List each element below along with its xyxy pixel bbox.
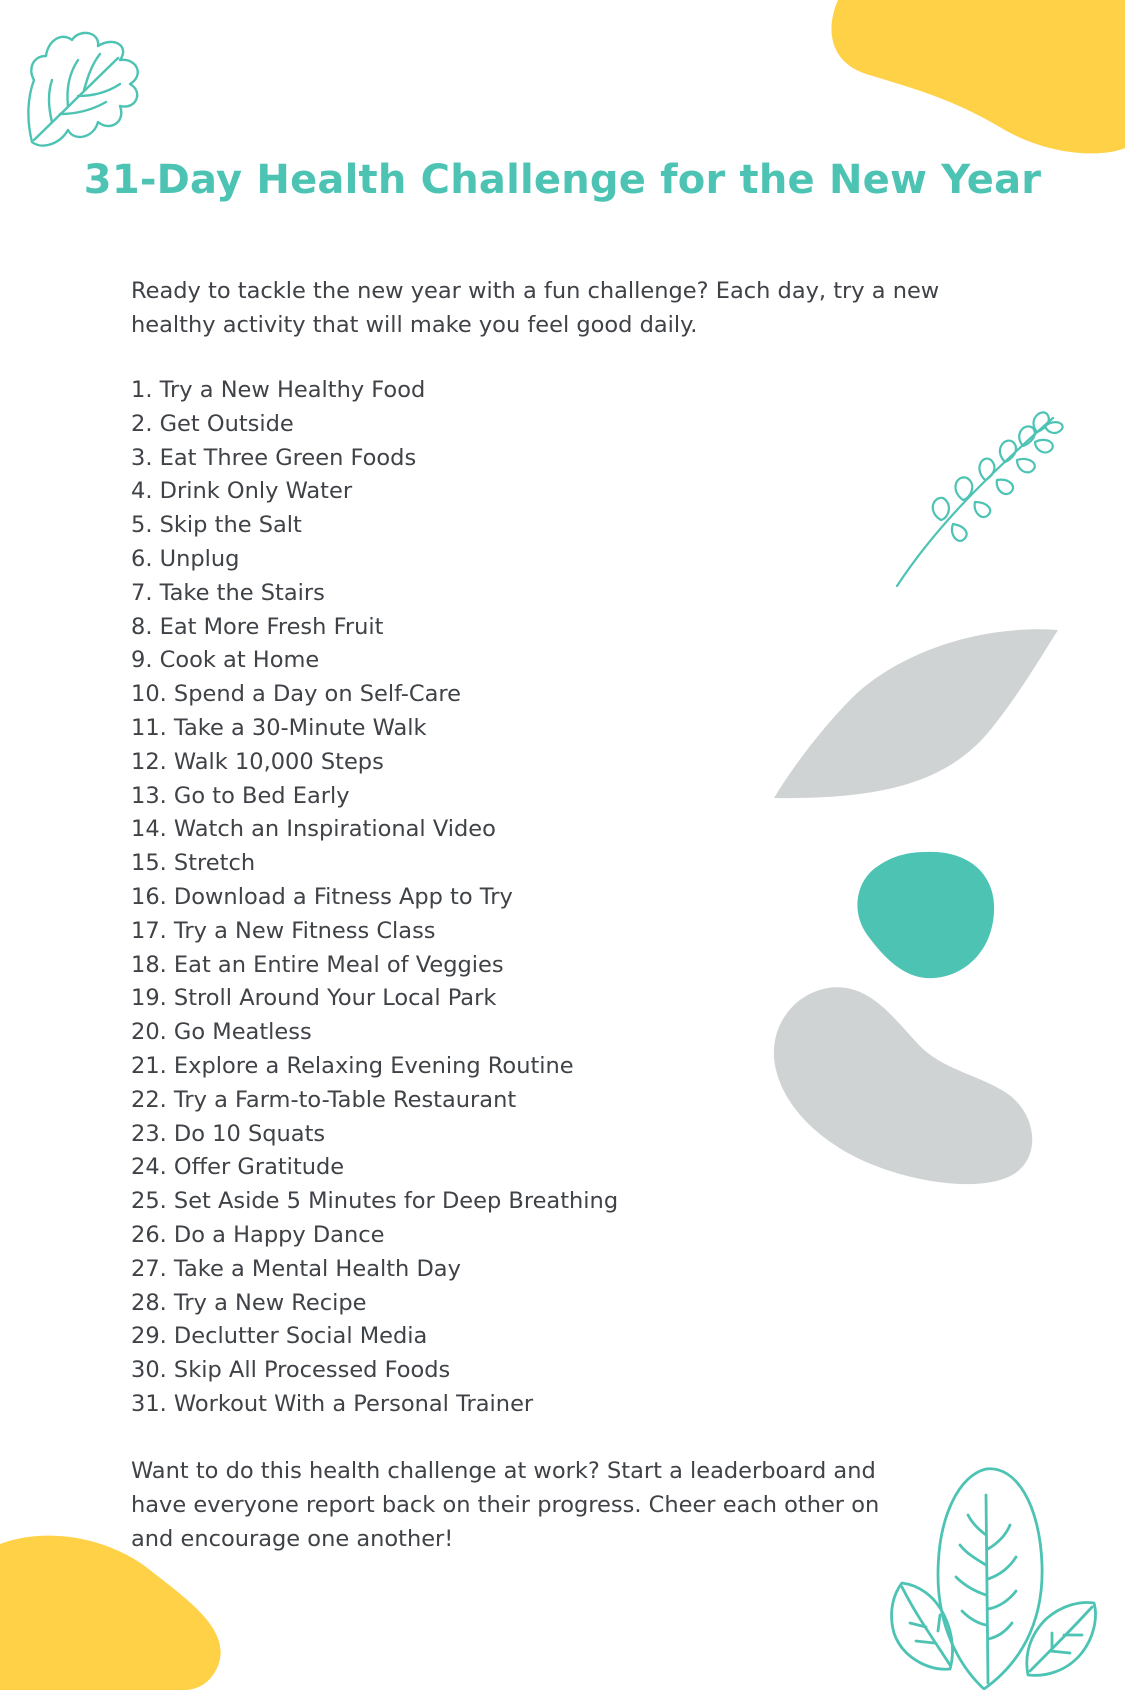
list-item: 22. Try a Farm-to-Table Restaurant [131,1086,517,1113]
list-item: 12. Walk 10,000 Steps [131,748,384,775]
list-item: 17. Try a New Fitness Class [131,917,436,944]
list-item: 4. Drink Only Water [131,478,353,505]
list-item: 29. Declutter Social Media [131,1323,428,1350]
list-item: 23. Do 10 Squats [131,1120,326,1147]
list-item: 28. Try a New Recipe [131,1289,367,1316]
list-item: 5. Skip the Salt [131,512,302,539]
list-item: 18. Eat an Entire Meal of Veggies [131,951,504,978]
challenge-list [131,374,1001,1422]
list-item: 30. Skip All Processed Foods [131,1357,451,1384]
list-item: 13. Go to Bed Early [131,782,350,809]
list-item: 2. Get Outside [131,410,294,437]
list-item: 7. Take the Stairs [131,579,325,606]
list-item: 31. Workout With a Personal Trainer [131,1390,534,1417]
list-item: 6. Unplug [131,545,240,572]
page-title: 31-Day Health Challenge for the New Year [83,157,1042,203]
list-item: 20. Go Meatless [131,1019,312,1046]
list-item: 14. Watch an Inspirational Video [131,816,496,843]
content [131,274,1001,1556]
list-item: 11. Take a 30-Minute Walk [131,714,427,741]
list-item: 16. Download a Fitness App to Try [131,883,513,910]
intro-paragraph: Ready to tackle the new year with a fun challenge? Each day, try a new healthy activity that will make you feel good daily. [131,278,940,338]
list-item: 21. Explore a Relaxing Evening Routine [131,1052,574,1079]
list-item: 19. Stroll Around Your Local Park [131,985,497,1012]
list-item: 1. Try a New Healthy Food [131,377,426,403]
list-item: 26. Do a Happy Dance [131,1221,385,1248]
list-item: 3. Eat Three Green Foods [131,444,417,471]
outro-paragraph: Want to do this health challenge at work? Start a leaderboard and have everyone report back on their progress. Cheer each other on and encourage one another! [131,1457,880,1552]
list-item: 15. Stretch [131,850,256,877]
list-item: 27. Take a Mental Health Day [131,1255,461,1282]
oak-leaf-icon [22,26,150,156]
list-item: 10. Spend a Day on Self-Care [131,681,462,708]
list-item: 8. Eat More Fresh Fruit [131,613,384,640]
yellow-blob-top-right [820,0,1125,160]
list-item: 24. Offer Gratitude [131,1154,345,1181]
list-item: 25. Set Aside 5 Minutes for Deep Breathing [131,1188,619,1215]
list-item: 9. Cook at Home [131,647,320,674]
